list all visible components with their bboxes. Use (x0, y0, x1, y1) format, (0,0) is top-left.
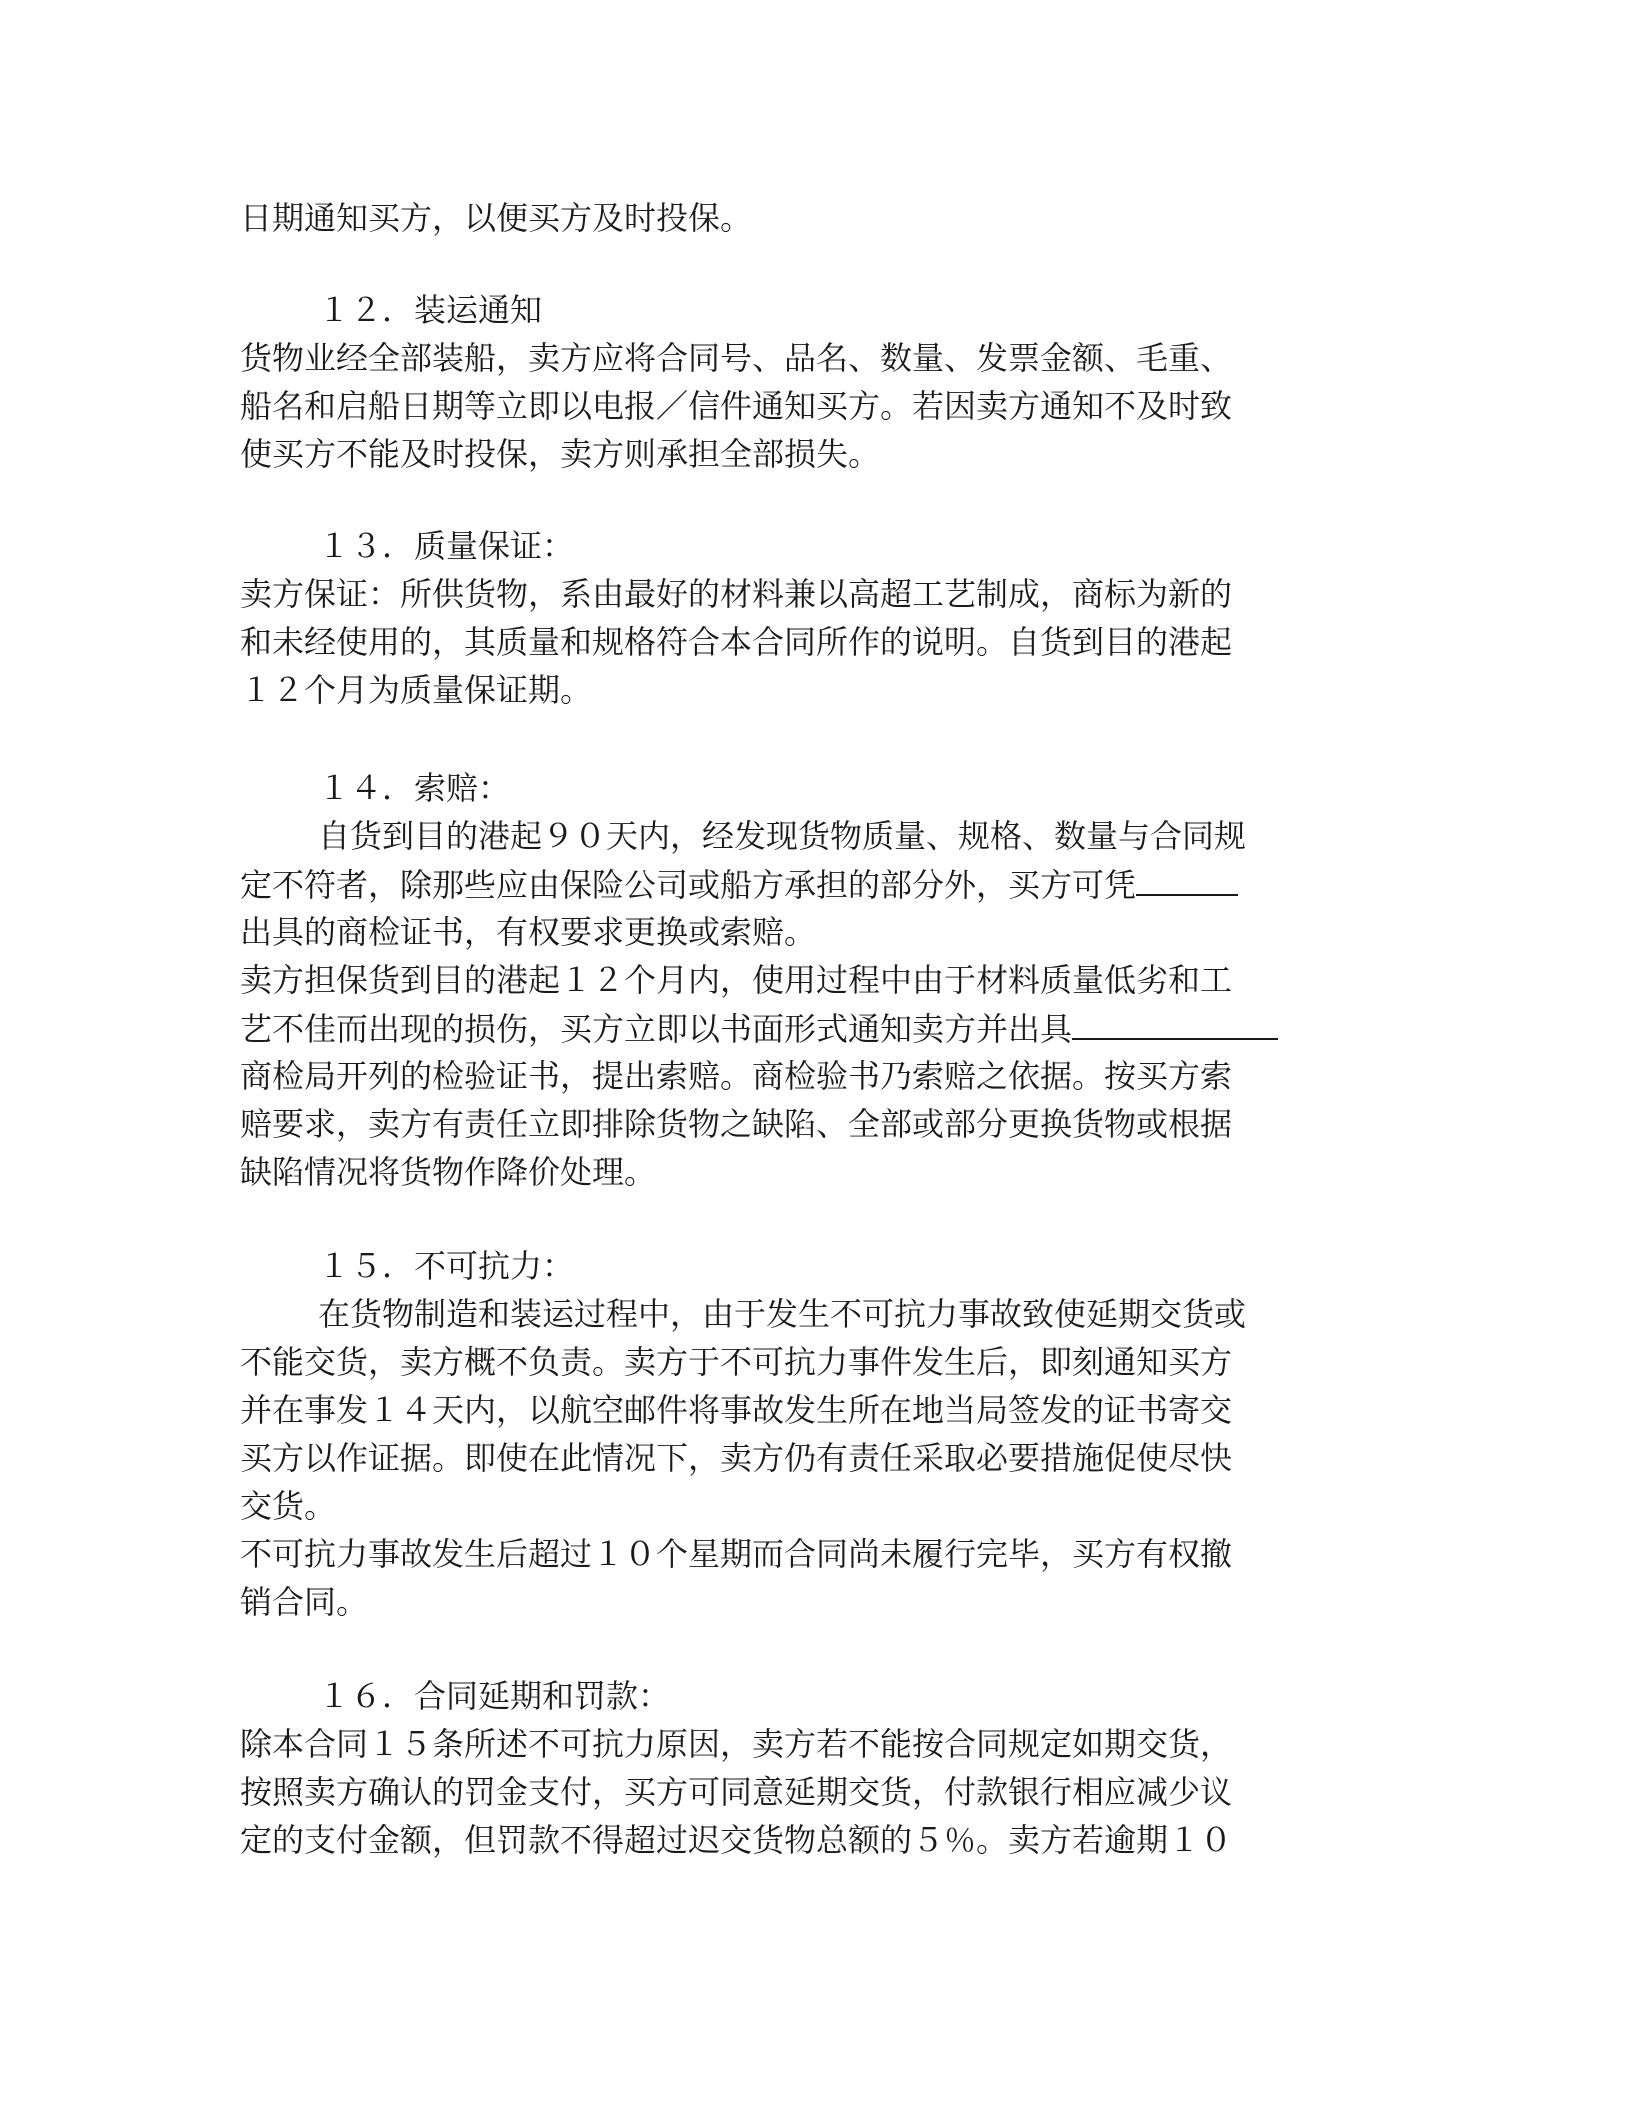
section-heading-15: １５．不可抗力： (318, 1247, 575, 1285)
section-heading-14: １４．索赔： (318, 769, 511, 807)
text-line: 不能交货，卖方概不负责。卖方于不可抗力事件发生后，即刻通知买方 (240, 1343, 1233, 1381)
text-line: 交货。 (240, 1487, 337, 1525)
text-line: 买方以作证据。即使在此情况下，卖方仍有责任采取必要措施促使尽快 (240, 1439, 1233, 1477)
text-line: 缺陷情况将货物作降价处理。 (240, 1153, 657, 1191)
text-line: 和未经使用的，其质量和规格符合本合同所作的说明。自货到目的港起 (240, 623, 1233, 661)
text-line: 定的支付金额，但罚款不得超过迟交货物总额的５％。卖方若逾期１０ (240, 1821, 1233, 1859)
text-line: 货物业经全部装船，卖方应将合同号、品名、数量、发票金额、毛重、 (240, 339, 1233, 377)
text-line: 除本合同１５条所述不可抗力原因，卖方若不能按合同规定如期交货， (240, 1725, 1233, 1763)
text-line: 在货物制造和装运过程中，由于发生不可抗力事故致使延期交货或 (318, 1295, 1247, 1333)
text-line: 按照卖方确认的罚金支付，买方可同意延期交货，付款银行相应减少议 (240, 1773, 1233, 1811)
text-line-with-blank (240, 860, 1390, 909)
fill-in-blank (1072, 1004, 1278, 1040)
text-line: 船名和启船日期等立即以电报／信件通知买方。若因卖方通知不及时致 (240, 387, 1233, 425)
text-line: 不可抗力事故发生后超过１０个星期而合同尚未履行完毕，买方有权撤 (240, 1535, 1233, 1573)
text-fragment: 定不符者，除那些应由保险公司或船方承担的部分外，买方可凭 (240, 866, 1137, 904)
text-line: 出具的商检证书，有权要求更换或索赔。 (240, 913, 817, 951)
text-line: １２个月为质量保证期。 (240, 671, 593, 709)
text-line: 卖方保证：所供货物，系由最好的材料兼以高超工艺制成，商标为新的 (240, 575, 1233, 613)
text-line-with-blank (240, 1004, 1390, 1053)
text-line: 使买方不能及时投保，卖方则承担全部损失。 (240, 435, 881, 473)
text-line: 商检局开列的检验证书，提出索赔。商检验书乃索赔之依据。按买方索 (240, 1057, 1233, 1095)
text-line: 销合同。 (240, 1583, 369, 1621)
text-line: 并在事发１４天内，以航空邮件将事故发生所在地当局签发的证书寄交 (240, 1391, 1233, 1429)
text-fragment: 艺不佳而出现的损伤，买方立即以书面形式通知卖方并出具 (240, 1010, 1073, 1048)
section-heading-12: １２．装运通知 (318, 291, 543, 329)
fill-in-blank (1136, 860, 1238, 896)
text-line: 卖方担保货到目的港起１２个月内，使用过程中由于材料质量低劣和工 (240, 961, 1233, 999)
section-heading-13: １３．质量保证： (318, 527, 575, 565)
text-line: 自货到目的港起９０天内，经发现货物质量、规格、数量与合同规 (318, 817, 1247, 855)
section-heading-16: １６．合同延期和罚款： (318, 1677, 671, 1715)
text-line: 日期通知买方，以便买方及时投保。 (240, 199, 753, 237)
text-line: 赔要求，卖方有责任立即排除货物之缺陷、全部或部分更换货物或根据 (240, 1105, 1233, 1143)
